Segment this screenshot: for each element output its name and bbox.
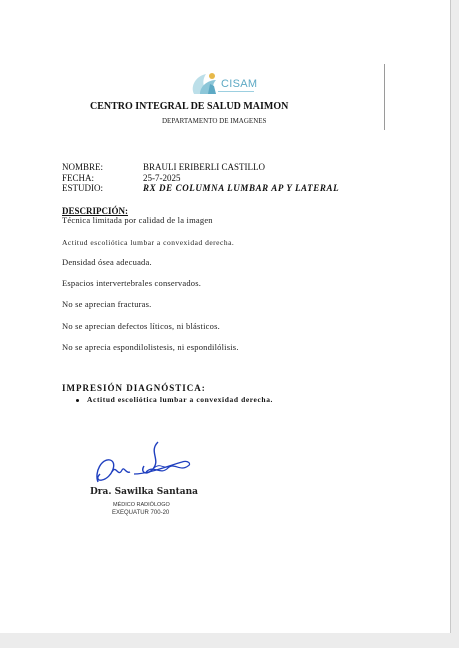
description-line: Espacios intervertebrales conservados. [62, 278, 202, 288]
signature-role: MÉDICO RADIÓLOGO [113, 502, 170, 508]
description-line: Actitud escoliótica lumbar a convexidad derecha. [62, 238, 235, 247]
date-value: 25-7-2025 [143, 173, 181, 183]
date-label: FECHA: [62, 173, 95, 183]
logo-tagline-mark-icon [218, 90, 254, 93]
viewer-background-right [451, 0, 459, 648]
logo-tagline [218, 90, 254, 94]
study-label: ESTUDIO: [62, 183, 103, 193]
impression-title: IMPRESIÓN DIAGNÓSTICA: [62, 383, 206, 393]
bullet-icon [76, 399, 79, 402]
name-label: NOMBRE: [62, 162, 104, 172]
organization-name: CENTRO INTEGRAL DE SALUD MAIMON [90, 101, 289, 112]
viewer-background-bottom [0, 633, 459, 648]
department-name: DEPARTAMENTO DE IMAGENES [162, 117, 267, 125]
description-title: DESCRIPCIÓN: [62, 206, 129, 216]
description-line: No se aprecian defectos líticos, ni blásticos. [62, 321, 220, 331]
description-line: No se aprecia espondilolistesis, ni espondilólisis. [62, 342, 239, 352]
logo-text: CISAM [221, 78, 258, 90]
handwritten-signature [88, 438, 194, 488]
impression-item [76, 395, 273, 404]
header-divider [384, 64, 385, 130]
description-line: No se aprecian fracturas. [62, 299, 152, 309]
signature-exequatur: EXEQUATUR 700-20 [112, 510, 170, 516]
impression-item-text: Actitud escoliótica lumbar a convexidad derecha. [87, 395, 274, 404]
name-value: BRAULI ERIBERLI CASTILLO [143, 162, 265, 172]
description-line: Técnica limitada por calidad de la imagen [62, 215, 213, 225]
signature-name: Dra. Sawilka Santana [90, 487, 198, 497]
description-line: Densidad ósea adecuada. [62, 257, 152, 267]
study-value: RX DE COLUMNA LUMBAR AP Y LATERAL [143, 183, 340, 193]
